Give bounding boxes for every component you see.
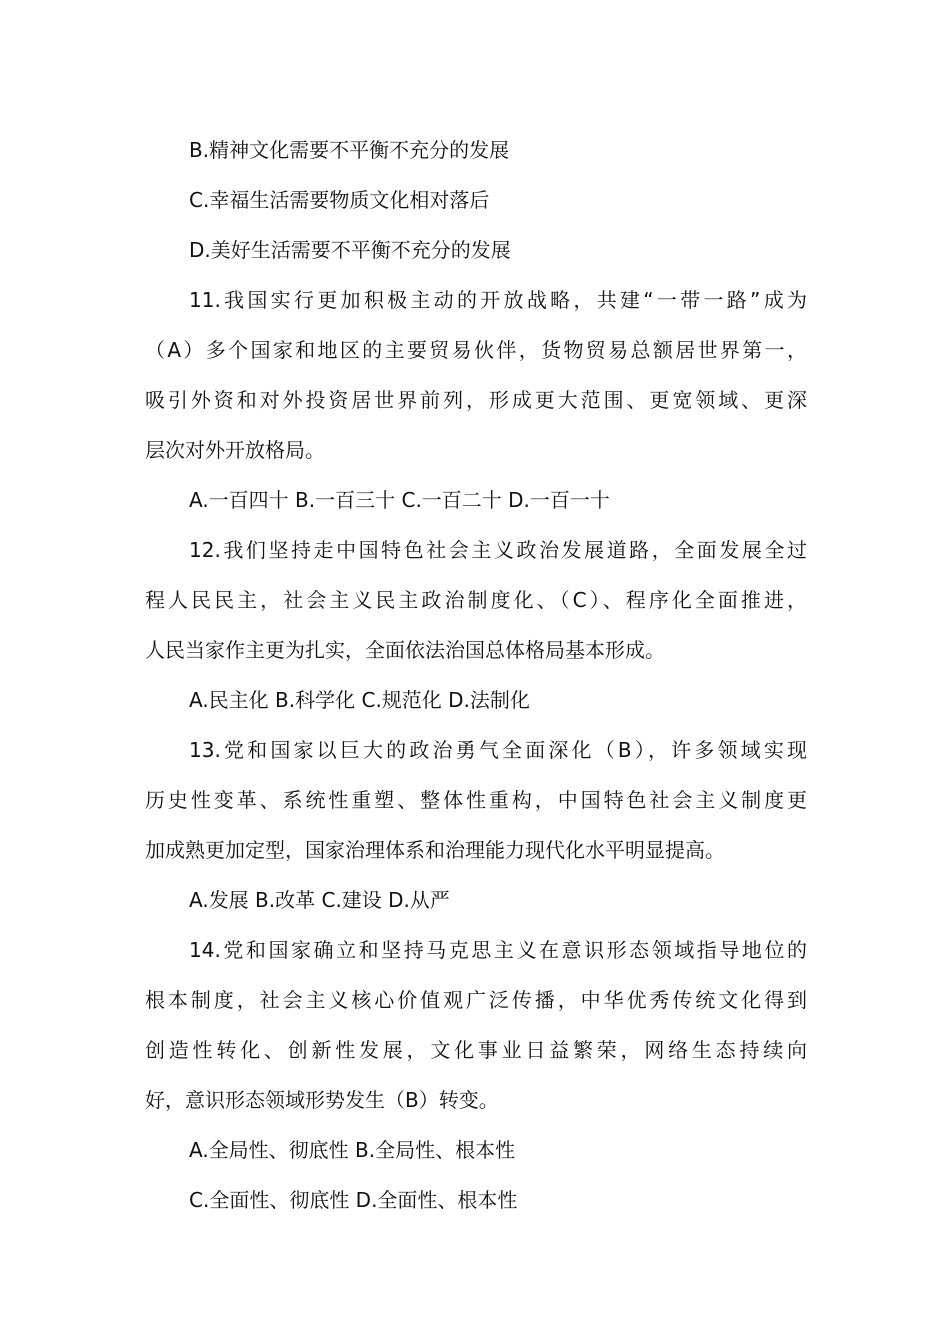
- q14-line-4: 好，意识形态领域形势发生（B）转变。: [145, 1088, 499, 1112]
- q12-line-3: 人民当家作主更为扎实，全面依法治国总体格局基本形成。: [145, 638, 665, 662]
- q11-line-4: 层次对外开放格局。: [145, 438, 325, 462]
- q12-options: A.民主化 B.科学化 C.规范化 D.法制化: [189, 688, 530, 712]
- q10-option-b: B.精神文化需要不平衡不充分的发展: [189, 138, 510, 162]
- q10-option-c: C.幸福生活需要物质文化相对落后: [189, 188, 490, 212]
- q12-line-1: 12.我们坚持走中国特色社会主义政治发展道路，全面发展全过: [189, 538, 807, 562]
- q14-line-3: 创造性转化、创新性发展，文化事业日益繁荣，网络生态持续向: [145, 1038, 807, 1062]
- q11-options: A.一百四十 B.一百三十 C.一百二十 D.一百一十: [189, 488, 610, 512]
- q12-line-2: 程人民民主，社会主义民主政治制度化、（C）、程序化全面推进，: [145, 588, 807, 612]
- q11-line-2: （A）多个国家和地区的主要贸易伙伴，货物贸易总额居世界第一，: [145, 338, 807, 362]
- q11-line-1: 11.我国实行更加积极主动的开放战略，共建“一带一路”成为: [189, 288, 807, 312]
- q14-options-line-2: C.全面性、彻底性 D.全面性、根本性: [189, 1188, 518, 1212]
- q13-options: A.发展 B.改革 C.建设 D.从严: [189, 888, 450, 912]
- q14-line-2: 根本制度，社会主义核心价值观广泛传播，中华优秀传统文化得到: [145, 988, 807, 1012]
- q13-line-3: 加成熟更加定型，国家治理体系和治理能力现代化水平明显提高。: [145, 838, 725, 862]
- q14-options-line-1: A.全局性、彻底性 B.全局性、根本性: [189, 1138, 516, 1162]
- q13-line-1: 13.党和国家以巨大的政治勇气全面深化（B），许多领域实现: [189, 738, 807, 762]
- q10-option-d: D.美好生活需要不平衡不充分的发展: [189, 238, 511, 262]
- q14-line-1: 14.党和国家确立和坚持马克思主义在意识形态领域指导地位的: [189, 938, 807, 962]
- q13-line-2: 历史性变革、系统性重塑、整体性重构，中国特色社会主义制度更: [145, 788, 807, 812]
- document-body: [145, 125, 807, 1225]
- q11-line-3: 吸引外资和对外投资居世界前列，形成更大范围、更宽领域、更深: [145, 388, 807, 412]
